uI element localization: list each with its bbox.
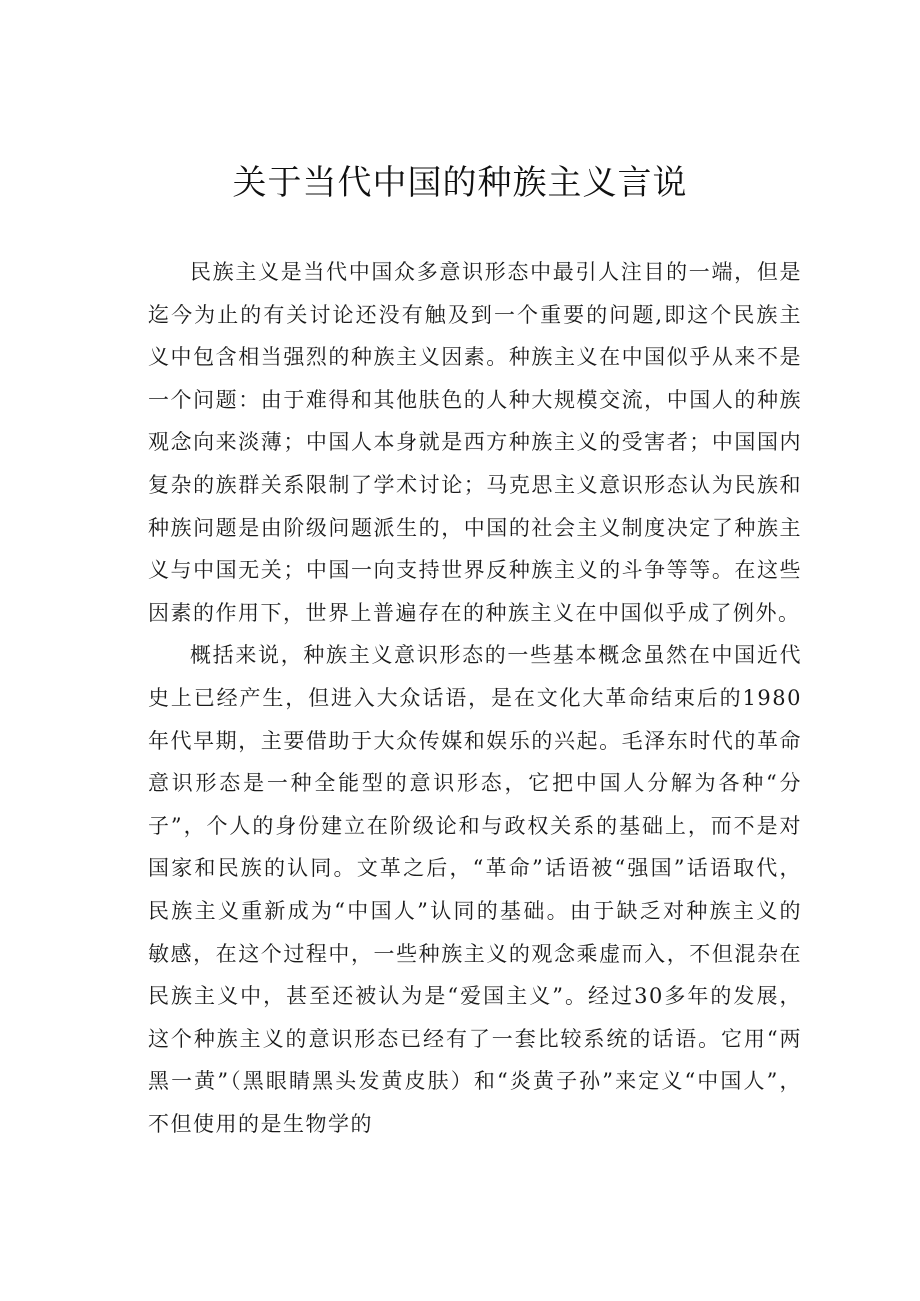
document-title: 关于当代中国的种族主义言说 <box>232 163 688 203</box>
document-body <box>148 251 802 1145</box>
paragraph-2: 概括来说，种族主义意识形态的一些基本概念虽然在中国近代史上已经产生，但进入大众话语，是在文化大革命结束后的1980年代早期，主要借助于大众传媒和娱乐的兴起。毛泽东时代的革命意识形态是一种全能型的意识形态，它把中国人分解为各种“分子”，个人的身份建立在阶级论和与政权关系的基础上，而不是对国家和民族的认同。文革之后，“革命”话语被“强国”话语取代，民族主义重新成为“中国人”认同的基础。由于缺乏对种族主义的敏感，在这个过程中，一些种族主义的观念乘虚而入，不但混杂在民族主义中，甚至还被认为是“爱国主义”。经过30多年的发展，这个种族主义的意识形态已经有了一套比较系统的话语。它用“两黑一黄”（黑眼睛黑头发黄皮肤）和“炎黄子孙”来定义“中国人”，不但使用的是生物学的 <box>148 643 802 1136</box>
paragraph-1: 民族主义是当代中国众多意识形态中最引人注目的一端，但是迄今为止的有关讨论还没有触及到一个重要的问题,即这个民族主义中包含相当强烈的种族主义因素。种族主义在中国似乎从来不是一个问题：由于难得和其他肤色的人种大规模交流，中国人的种族观念向来淡薄；中国人本身就是西方种族主义的受害者；中国国内复杂的族群关系限制了学术讨论；马克思主义意识形态认为民族和种族问题是由阶级问题派生的，中国的社会主义制度决定了种族主义与中国无关；中国一向支持世界反种族主义的斗争等等。在这些因素的作用下，世界上普遍存在的种族主义在中国似乎成了例外。 <box>148 260 802 625</box>
